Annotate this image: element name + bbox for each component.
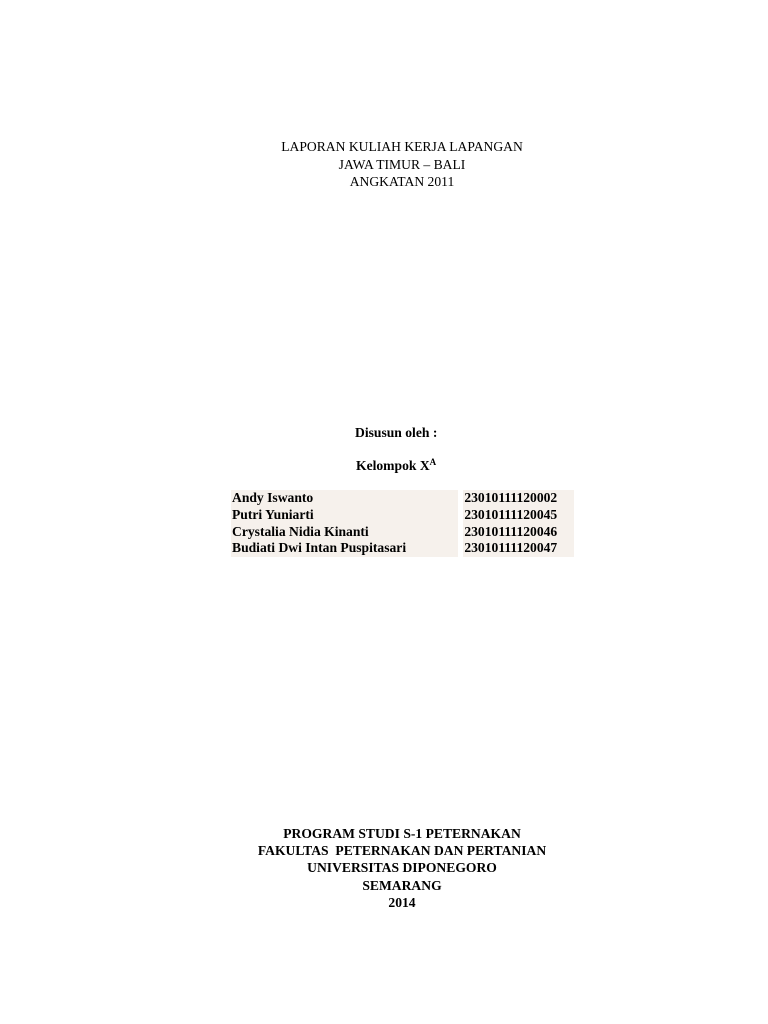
university: UNIVERSITAS DIPONEGORO	[307, 860, 497, 876]
member-table	[231, 490, 574, 557]
title-line-2: JAWA TIMUR – BALI	[338, 156, 466, 172]
compiled-by-label: Disusun oleh :	[355, 425, 438, 440]
member-row	[231, 524, 574, 541]
faculty: FAKULTAS PETERNAKAN DAN PERTANIAN	[257, 843, 547, 859]
member-name: Andy Iswanto	[231, 490, 458, 507]
group-name: Kelompok X	[356, 458, 430, 473]
institution-block	[0, 825, 768, 911]
member-id: 23010111120002	[463, 490, 574, 507]
title-line-1: LAPORAN KULIAH KERJA LAPANGAN	[281, 139, 523, 154]
member-row	[231, 507, 574, 524]
year: 2014	[388, 894, 416, 910]
city: SEMARANG	[362, 877, 442, 893]
member-row	[231, 490, 574, 507]
member-name: Crystalia Nidia Kinanti	[231, 524, 458, 541]
study-program: PROGRAM STUDI S-1 PETERNAKAN	[283, 826, 521, 841]
member-name: Budiati Dwi Intan Puspitasari	[231, 540, 458, 557]
report-title	[0, 138, 768, 191]
member-id: 23010111120047	[463, 540, 574, 557]
title-line-3: ANGKATAN 2011	[349, 174, 455, 189]
group-superscript: A	[429, 457, 437, 467]
group-label	[356, 457, 436, 474]
member-name: Putri Yuniarti	[231, 507, 458, 524]
member-row	[231, 540, 574, 557]
member-id: 23010111120045	[463, 507, 574, 524]
member-id: 23010111120046	[463, 524, 574, 541]
